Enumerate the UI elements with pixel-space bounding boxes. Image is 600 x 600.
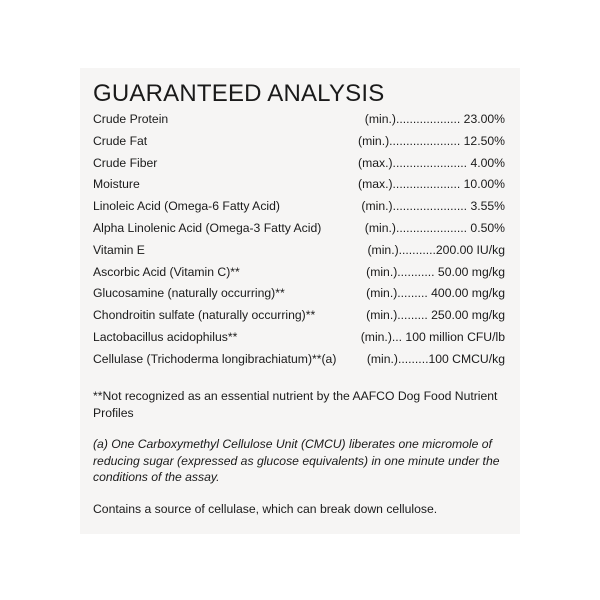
nutrient-value: (min.)........... 50.00 mg/kg <box>366 264 505 279</box>
nutrient-name: Moisture <box>93 177 140 192</box>
nutrient-name: Glucosamine (naturally occurring)** <box>93 286 285 301</box>
nutrient-value: (min.).........100 CMCU/kg <box>366 351 505 366</box>
nutrient-value: (min.)..................... 12.50% <box>358 133 505 148</box>
table-row <box>93 131 511 153</box>
nutrient-name: Crude Fat <box>93 133 148 148</box>
nutrient-value: (max.)...................... 4.00% <box>358 155 505 170</box>
table-row <box>93 349 511 371</box>
table-row <box>93 196 511 218</box>
page-title: GUARANTEED ANALYSIS <box>93 80 385 107</box>
nutrient-value: (min.)... 100 million CFU/lb <box>360 329 505 344</box>
table-row <box>93 109 511 131</box>
table-row <box>93 218 511 240</box>
table-row <box>93 240 511 262</box>
aafco-footnote: **Not recognized as an essential nutrient by the AAFCO Dog Food Nutrient Profiles <box>93 389 498 420</box>
nutrient-name: Crude Fiber <box>93 155 158 170</box>
nutrient-value: (max.).................... 10.00% <box>358 177 505 192</box>
nutrient-name: Lactobacillus acidophilus** <box>93 329 238 344</box>
nutrient-name: Linoleic Acid (Omega-6 Fatty Acid) <box>93 199 280 214</box>
nutrient-name: Ascorbic Acid (Vitamin C)** <box>93 264 240 279</box>
nutrient-value: (min.)......... 250.00 mg/kg <box>366 308 505 323</box>
nutrient-value: (min.)...........200.00 IU/kg <box>367 242 505 257</box>
nutrient-value: (min.)................... 23.00% <box>364 112 505 126</box>
cmcu-footnote: (a) One Carboxymethyl Cellulose Unit (CMCU) liberates one micromole of reducing sugar (expressed as glucose equivalents) in one minute under the conditions of the assay. <box>93 437 500 484</box>
table-row <box>93 262 511 284</box>
nutrient-value: (min.)...................... 3.55% <box>361 199 505 214</box>
table-row <box>93 153 511 175</box>
table-row <box>93 305 511 327</box>
table-row <box>93 283 511 305</box>
nutrient-name: Cellulase (Trichoderma longibrachiatum)**(a) <box>93 351 337 366</box>
nutrient-name: Alpha Linolenic Acid (Omega-3 Fatty Acid) <box>93 220 322 235</box>
nutrient-value: (min.)......... 400.00 mg/kg <box>366 286 505 301</box>
nutrient-name: Chondroitin sulfate (naturally occurring)** <box>93 308 316 323</box>
analysis-table <box>93 109 511 371</box>
table-row <box>93 327 511 349</box>
table-row <box>93 174 511 196</box>
nutrient-value: (min.)..................... 0.50% <box>364 220 505 235</box>
footnotes <box>93 388 513 532</box>
nutrient-name: Crude Protein <box>93 112 169 126</box>
cellulase-note: Contains a source of cellulase, which can break down cellulose. <box>93 501 438 516</box>
nutrient-name: Vitamin E <box>93 242 145 257</box>
